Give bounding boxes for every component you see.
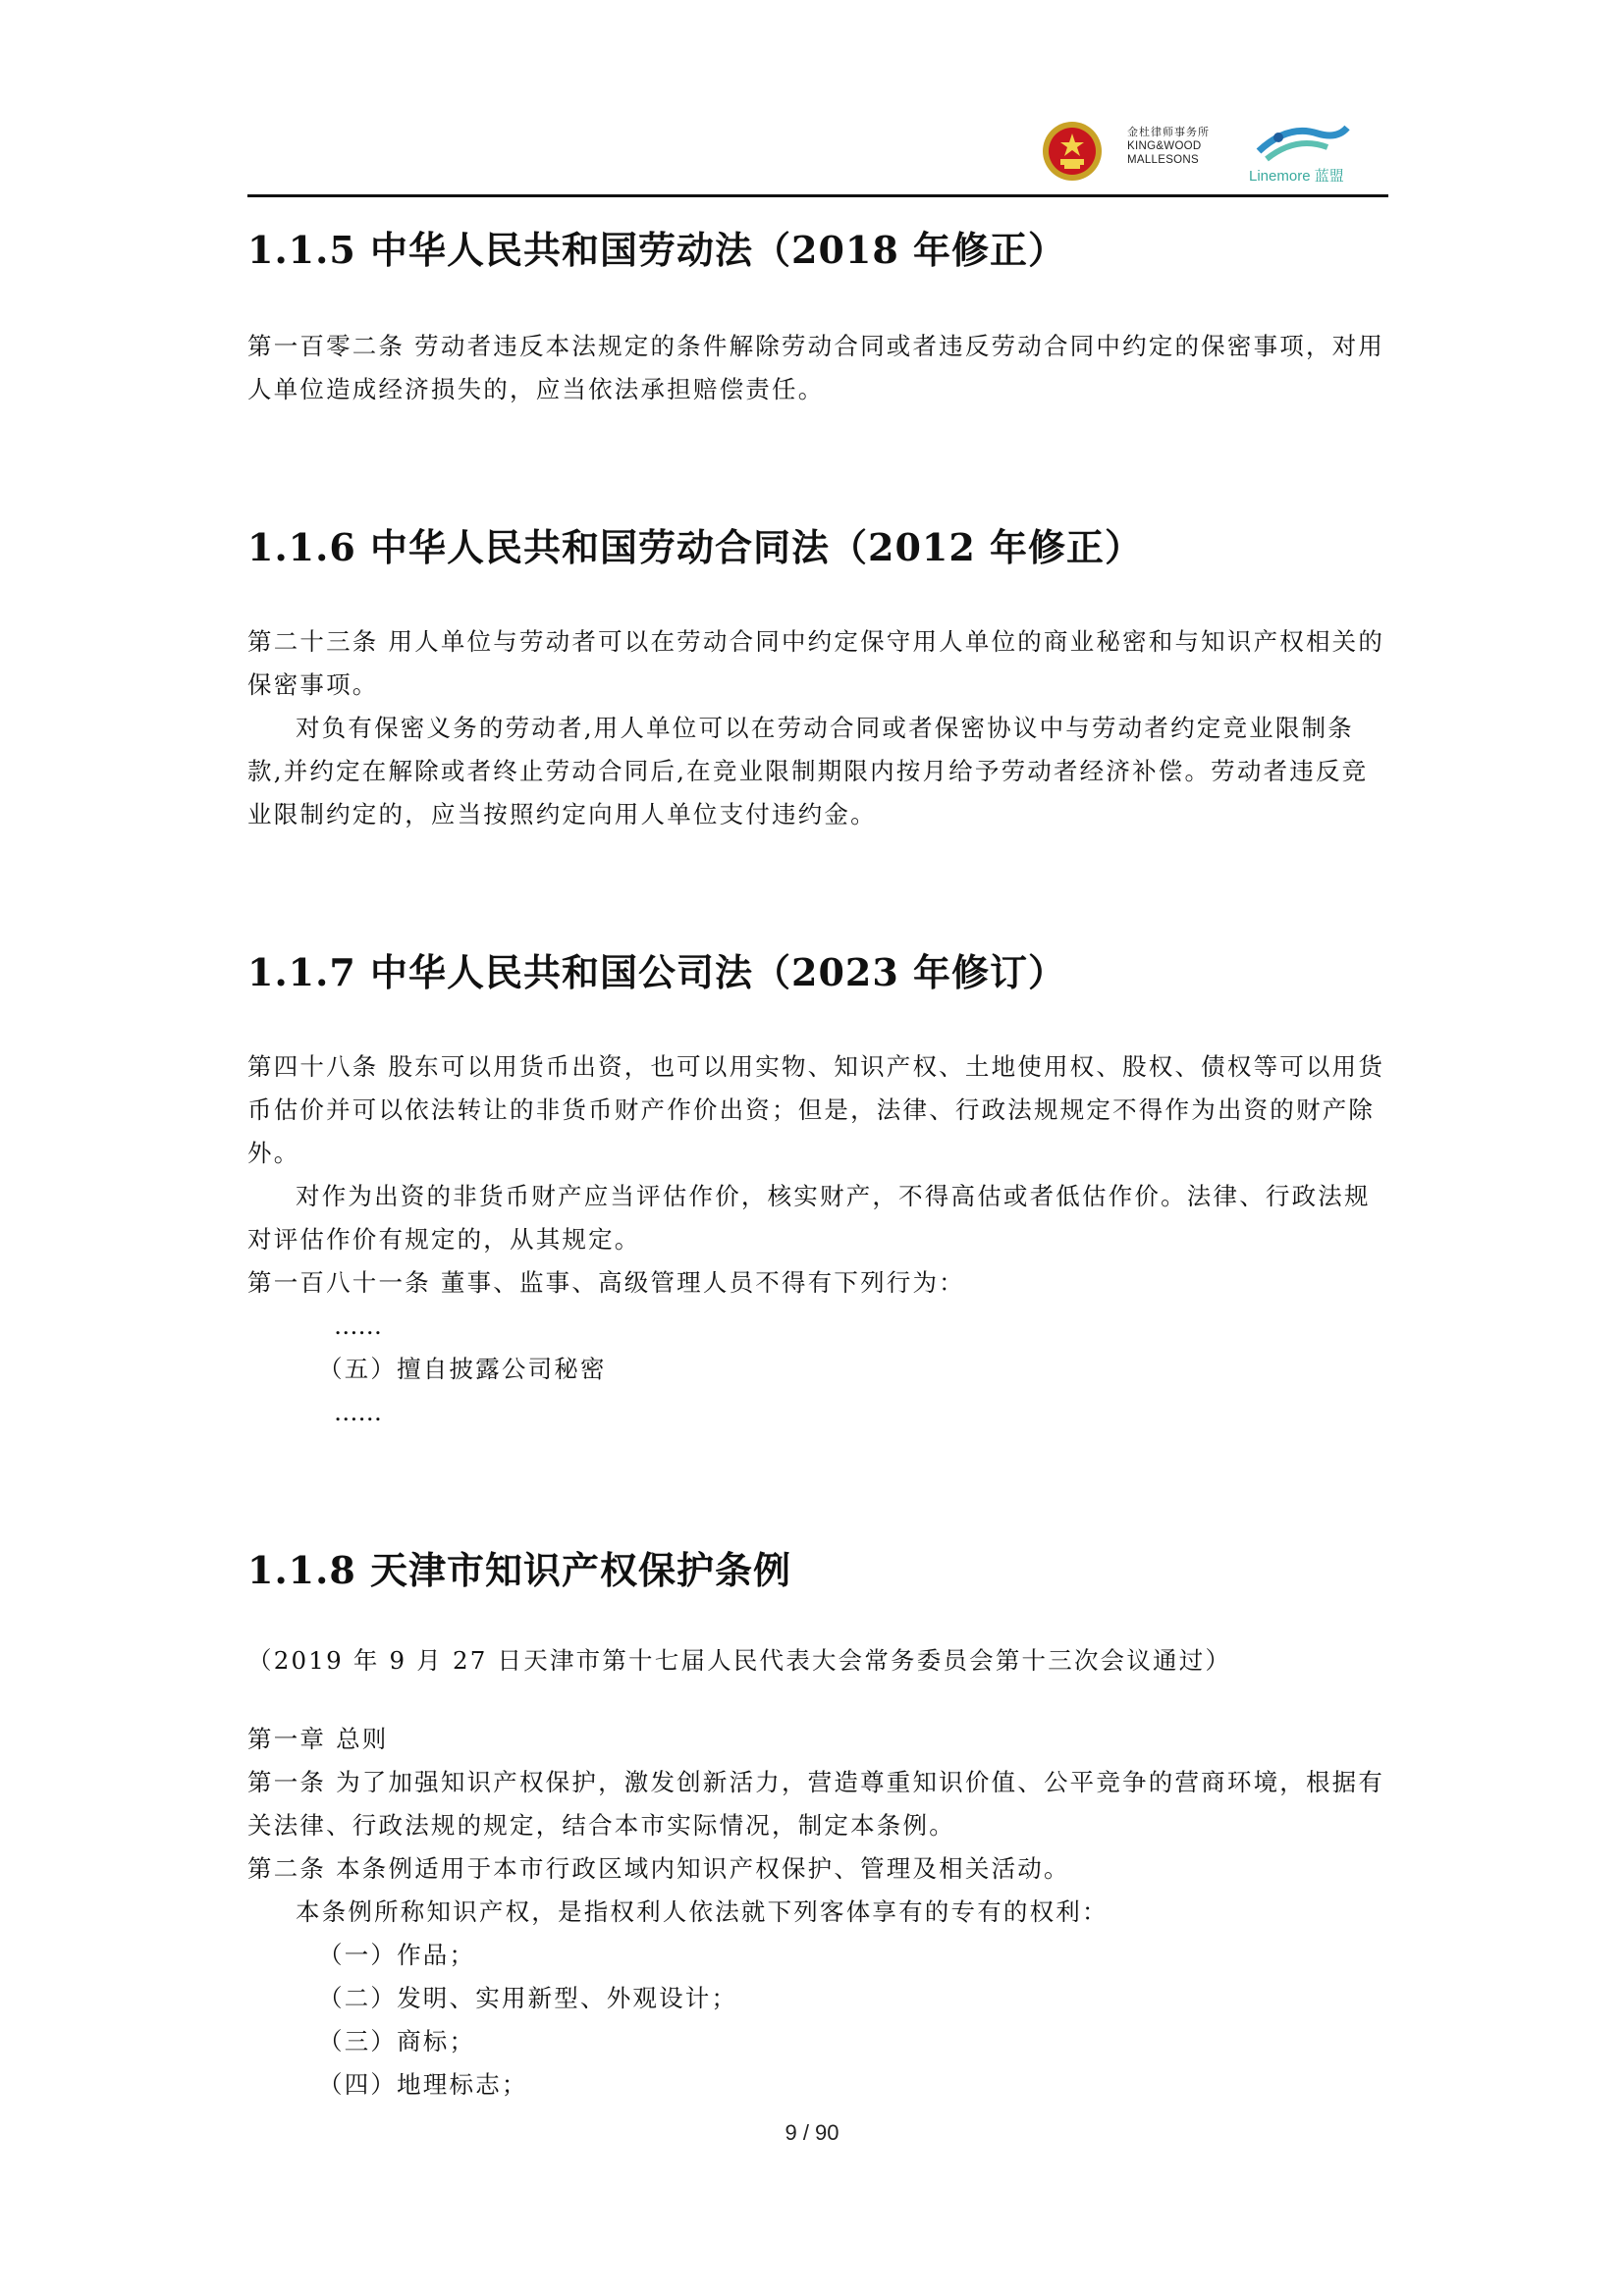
kwm-logo <box>1127 126 1237 167</box>
ellipsis: …… <box>334 1398 382 1426</box>
list-item: （一）作品； <box>318 1941 476 1969</box>
ellipsis: …… <box>334 1311 382 1340</box>
list-item: （四）地理标志； <box>318 2070 528 2099</box>
kwm-logo-en-1: KING&WOOD <box>1127 140 1202 152</box>
list-item: （二）发明、实用新型、外观设计； <box>318 1984 738 2012</box>
list-item: （三）商标； <box>318 2027 476 2056</box>
paragraph: 第一百零二条 劳动者违反本法规定的条件解除劳动合同或者违反劳动合同中约定的保密事项，对用人单位造成经济损失的，应当依法承担赔偿责任。 <box>247 332 1385 403</box>
kwm-logo-cn: 金杜律师事务所 <box>1127 127 1210 138</box>
paragraph: 第四十八条 股东可以用货币出资，也可以用实物、知识产权、土地使用权、股权、债权等可以用货币估价并可以依法转让的非货币财产作价出资；但是，法律、行政法规规定不得作为出资的财产除外。 <box>247 1052 1385 1167</box>
header-divider <box>247 194 1388 197</box>
document-body <box>247 206 1386 2107</box>
page-number: 9 / 90 <box>785 2120 839 2145</box>
paragraph: 第一百八十一条 董事、监事、高级管理人员不得有下列行为： <box>247 1268 965 1297</box>
paragraph: 本条例所称知识产权，是指权利人依法就下列客体享有的专有的权利： <box>296 1897 1109 1926</box>
list-item: （五）擅自披露公司秘密 <box>318 1355 607 1383</box>
chapter-title: 第一章 总则 <box>247 1725 389 1753</box>
paragraph: 第一条 为了加强知识产权保护，激发创新活力，营造尊重知识价值、公平竞争的营商环境，根据有关法律、行政法规的规定，结合本市实际情况，制定本条例。 <box>247 1768 1385 1840</box>
page-header <box>0 0 1624 196</box>
linemore-logo <box>1249 122 1367 185</box>
section-heading-1-1-6: 1.1.6 中华人民共和国劳动合同法（2012 年修正） <box>247 525 1144 569</box>
section-heading-1-1-5: 1.1.5 中华人民共和国劳动法（2018 年修正） <box>247 228 1067 272</box>
paragraph: 第二条 本条例适用于本市行政区域内知识产权保护、管理及相关活动。 <box>247 1854 1070 1883</box>
paragraph: 对负有保密义务的劳动者,用人单位可以在劳动合同或者保密协议中与劳动者约定竞业限制条款,并约定在解除或者终止劳动合同后,在竞业限制期限内按月给予劳动者经济补偿。劳动者违反竞业限制约定的，应当按照约定向用人单位支付违约金。 <box>247 714 1369 828</box>
section-heading-1-1-8: 1.1.8 天津市知识产权保护条例 <box>247 1548 792 1592</box>
paragraph: 第二十三条 用人单位与劳动者可以在劳动合同中约定保守用人单位的商业秘密和与知识产权相关的保密事项。 <box>247 627 1385 699</box>
linemore-swoosh-icon <box>1249 122 1367 165</box>
kwm-logo-en-2: MALLESONS <box>1127 154 1200 166</box>
adoption-note: （2019 年 9 月 27 日天津市第十七届人民代表大会常务委员会第十三次会议通过） <box>247 1646 1232 1675</box>
paragraph: 对作为出资的非货币财产应当评估作价，核实财产，不得高估或者低估作价。法律、行政法规对评估作价有规定的，从其规定。 <box>247 1182 1371 1254</box>
linemore-logo-text: Linemore 蓝盟 <box>1249 168 1344 185</box>
section-heading-1-1-7: 1.1.7 中华人民共和国公司法（2023 年修订） <box>247 950 1067 994</box>
national-emblem-icon <box>1041 120 1104 183</box>
